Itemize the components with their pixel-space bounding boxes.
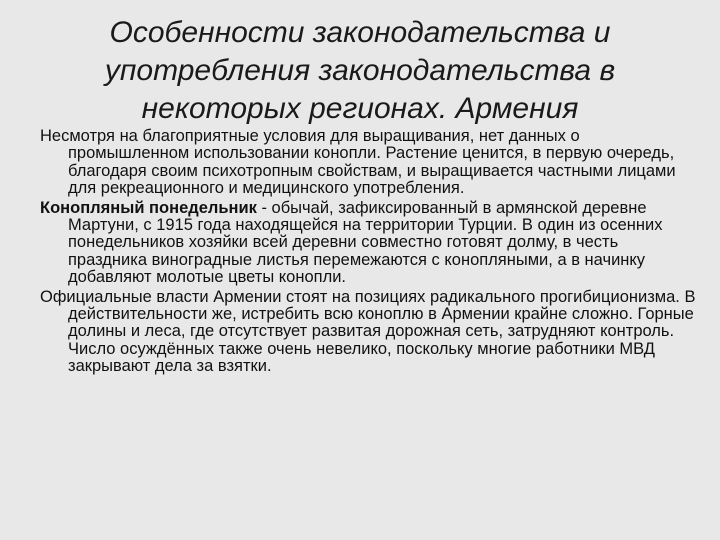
hemp-monday-description: - обычай, зафиксированный в армянской деревне Мартуни, с 1915 года находящейся на территории Турции. В один из осенних понедельников хозяйки всей деревни совместно готовят долму, в честь праздника виноградные листья перемежаются с конопляными, а в начинку добавляют молотые цветы конопли. — [68, 198, 663, 287]
slide-title: Особенности законодательства и употребления законодательства в некоторых регионах. Армения — [104, 16, 616, 125]
paragraph-authorities: Официальные власти Армении стоят на позициях радикального прогибиционизма. В действительности же, истребить всю коноплю в Армении крайне сложно. Горные долины и леса, где отсутствует развитая дорожная сеть, затрудняют контроль. Число осуждённых также очень невелико, поскольку многие работники МВД закрывают дела за взятки. — [40, 287, 696, 376]
paragraph-cultivation: Несмотря на благоприятные условия для выращивания, нет данных о промышленном использовании конопли. Растение ценится, в первую очередь, благодаря своим психотропным свойствам, и выращивается частными лицами для рекреационного и медицинского употребления. — [40, 127, 676, 198]
paragraph-hemp-monday — [40, 200, 696, 287]
hemp-monday-term: Конопляный понедельник — [40, 198, 257, 217]
slide-body — [40, 128, 696, 378]
